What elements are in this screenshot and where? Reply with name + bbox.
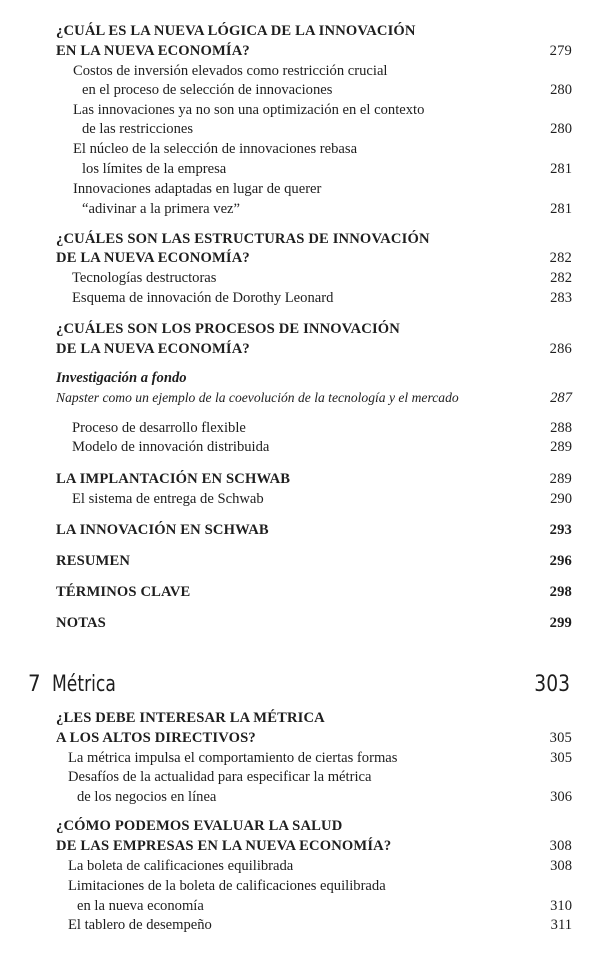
entry-line-1: Limitaciones de la boleta de calificaciones equilibrada — [68, 878, 386, 894]
toc-heading-innovation-processes-line2[interactable] — [0, 339, 600, 359]
toc-heading-notes[interactable] — [0, 613, 600, 633]
chapter-heading[interactable] — [0, 671, 600, 699]
toc-heading-key-terms[interactable] — [0, 582, 600, 602]
toc-heading-innovation-logic[interactable] — [0, 21, 600, 41]
page-number: 290 — [550, 491, 572, 507]
page-number: 310 — [550, 898, 572, 914]
toc-entry[interactable] — [0, 489, 600, 509]
entry-line-1: Desafíos de la actualidad para especificar la métrica — [68, 769, 372, 785]
deep-dive-label: Investigación a fondo — [56, 370, 187, 386]
entry-line-1: Las innovaciones ya no son una optimización en el contexto — [73, 102, 425, 118]
entry-line-2: en el proceso de selección de innovaciones — [82, 82, 333, 98]
toc-entry[interactable] — [0, 61, 600, 81]
page-number: 306 — [550, 789, 572, 805]
entry-line-1: Costos de inversión elevados como restricción crucial — [73, 63, 388, 79]
heading-line-2: DE LA NUEVA ECONOMÍA? — [56, 341, 250, 357]
entry-text: Modelo de innovación distribuida — [72, 439, 270, 455]
entry-line-2: en la nueva economía — [77, 898, 204, 914]
deep-dive-label-row — [0, 368, 600, 388]
page-number: 282 — [550, 270, 572, 286]
page-number: 289 — [549, 471, 572, 487]
toc-entry-deep-dive[interactable] — [0, 388, 600, 408]
entry-text: Tecnologías destructoras — [72, 270, 217, 286]
heading-line-1: ¿CÓMO PODEMOS EVALUAR LA SALUD — [56, 818, 343, 834]
toc-heading-executives-metrics[interactable] — [0, 708, 600, 728]
page-number: 287 — [550, 390, 572, 406]
toc-entry[interactable] — [0, 915, 600, 935]
toc-entry[interactable] — [0, 876, 600, 896]
page-number: 305 — [549, 730, 572, 746]
entry-line-2: de las restricciones — [82, 121, 194, 137]
toc-heading-innovation-logic-line2[interactable] — [0, 41, 600, 61]
chapter-title: Métrica — [52, 672, 116, 697]
toc-entry[interactable] — [0, 288, 600, 308]
heading-line-2: DE LA NUEVA ECONOMÍA? — [56, 250, 250, 266]
heading-line-1: ¿CUÁL ES LA NUEVA LÓGICA DE LA INNOVACIÓN — [56, 23, 416, 39]
heading-line-2: EN LA NUEVA ECONOMÍA? — [56, 43, 250, 59]
toc-entry-cont[interactable] — [0, 199, 600, 219]
toc-heading-schwab-innovation[interactable] — [0, 520, 600, 540]
toc-entry-cont[interactable] — [0, 896, 600, 916]
page-number: 281 — [550, 161, 572, 177]
toc-entry[interactable] — [0, 268, 600, 288]
page-number: 311 — [550, 917, 572, 933]
toc-entry[interactable] — [0, 767, 600, 787]
entry-line-2: de los negocios en línea — [77, 789, 217, 805]
heading-line-2: DE LAS EMPRESAS EN LA NUEVA ECONOMÍA? — [56, 838, 392, 854]
page-number: 283 — [550, 290, 572, 306]
page-number: 288 — [550, 420, 572, 436]
heading-line-1: ¿CUÁLES SON LAS ESTRUCTURAS DE INNOVACIÓN — [56, 231, 430, 247]
heading-line-2: A LOS ALTOS DIRECTIVOS? — [56, 730, 256, 746]
toc-entry[interactable] — [0, 856, 600, 876]
deep-dive-text: Napster como un ejemplo de la coevolución de la tecnología y el mercado — [56, 390, 459, 405]
page-number: 298 — [549, 584, 572, 600]
chapter-page: 303 — [534, 672, 570, 697]
entry-text: El sistema de entrega de Schwab — [72, 491, 264, 507]
page-number: 281 — [550, 201, 572, 217]
toc-heading-summary[interactable] — [0, 551, 600, 571]
page-number: 293 — [549, 522, 572, 538]
toc-heading-innovation-structures-line2[interactable] — [0, 248, 600, 268]
heading-text: LA INNOVACIÓN EN SCHWAB — [56, 522, 269, 538]
page-number: 289 — [550, 439, 572, 455]
page-number: 305 — [550, 750, 572, 766]
toc-entry[interactable] — [0, 437, 600, 457]
toc-heading-schwab-implementation[interactable] — [0, 469, 600, 489]
entry-line-1: El núcleo de la selección de innovaciones rebasa — [73, 141, 358, 157]
toc-heading-business-health[interactable] — [0, 816, 600, 836]
toc-entry[interactable] — [0, 748, 600, 768]
entry-text: La métrica impulsa el comportamiento de ciertas formas — [68, 750, 398, 766]
page-number: 280 — [550, 121, 572, 137]
entry-text: Proceso de desarrollo flexible — [72, 420, 246, 436]
page-number: 296 — [549, 553, 572, 569]
page-number: 308 — [550, 858, 572, 874]
entry-text: El tablero de desempeño — [68, 917, 212, 933]
heading-text: LA IMPLANTACIÓN EN SCHWAB — [56, 471, 291, 487]
toc-entry-cont[interactable] — [0, 159, 600, 179]
entry-line-1: Innovaciones adaptadas en lugar de querer — [73, 181, 322, 197]
heading-line-1: ¿LES DEBE INTERESAR LA MÉTRICA — [56, 710, 325, 726]
toc-heading-innovation-processes[interactable] — [0, 319, 600, 339]
toc-entry-cont[interactable] — [0, 80, 600, 100]
toc-entry[interactable] — [0, 139, 600, 159]
heading-text: NOTAS — [56, 615, 106, 631]
page-number: 280 — [550, 82, 572, 98]
toc-heading-business-health-line2[interactable] — [0, 836, 600, 856]
entry-line-2: los límites de la empresa — [82, 161, 227, 177]
toc-entry-cont[interactable] — [0, 787, 600, 807]
entry-text: La boleta de calificaciones equilibrada — [68, 858, 294, 874]
page-number: 308 — [549, 838, 572, 854]
entry-text: Esquema de innovación de Dorothy Leonard — [72, 290, 334, 306]
toc-entry[interactable] — [0, 100, 600, 120]
page-number: 286 — [549, 341, 572, 357]
page-number: 299 — [549, 615, 572, 631]
toc-heading-innovation-structures[interactable] — [0, 229, 600, 249]
entry-line-2: “adivinar a la primera vez” — [82, 201, 241, 217]
page-number: 279 — [549, 43, 572, 59]
toc-entry-cont[interactable] — [0, 119, 600, 139]
heading-text: RESUMEN — [56, 553, 131, 569]
toc-entry[interactable] — [0, 179, 600, 199]
heading-text: TÉRMINOS CLAVE — [56, 584, 191, 600]
toc-heading-executives-metrics-line2[interactable] — [0, 728, 600, 748]
page-number: 282 — [549, 250, 572, 266]
chapter-number: 7 — [28, 672, 41, 697]
heading-line-1: ¿CUÁLES SON LOS PROCESOS DE INNOVACIÓN — [56, 321, 400, 337]
toc-entry[interactable] — [0, 418, 600, 438]
